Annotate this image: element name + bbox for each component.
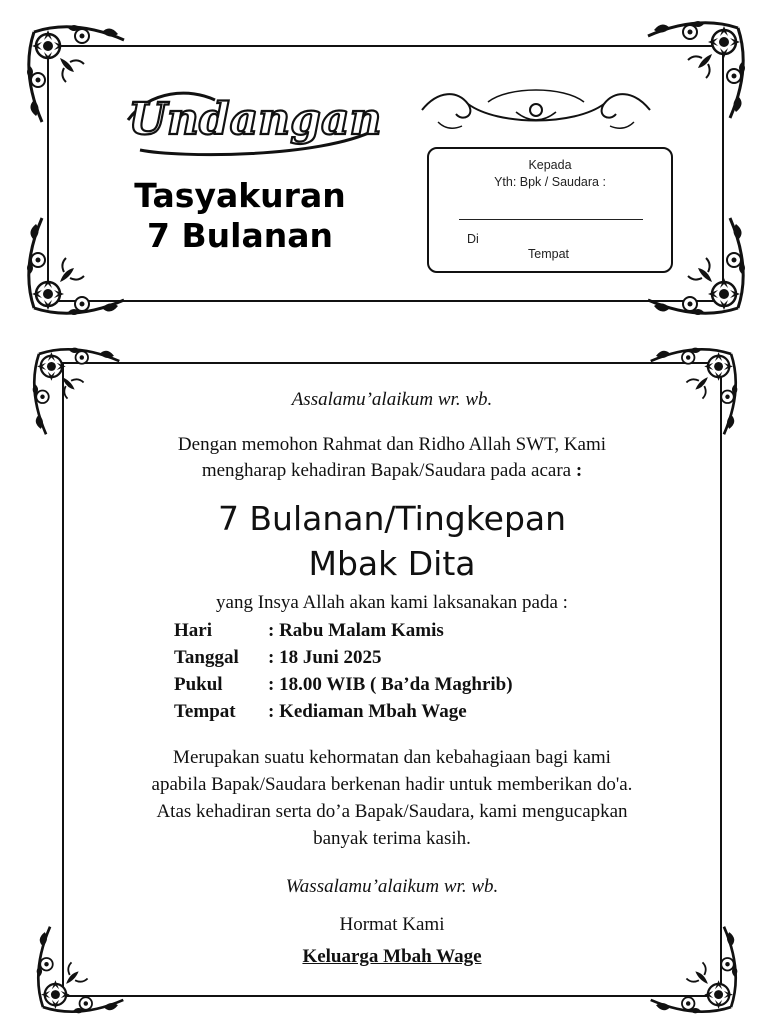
address-box [427,147,673,273]
title-line-1: Tasyakuran [134,176,346,215]
intro-paragraph [62,432,722,484]
intro-line-2 [62,458,722,484]
header-title [100,176,380,256]
family-signature [62,946,722,968]
address-place-label: Tempat [528,247,569,261]
farewell: Wassalamu’alaikum wr. wb. [285,876,499,897]
detail-label: Hari [174,620,212,641]
address-to-label: Kepada [528,158,572,172]
family-name-text: Keluarga Mbah Wage [302,946,482,967]
event-title [62,496,722,586]
closing-line-3: Atas kehadiran serta do’a Bapak/Saudara, kami mengucapkan [156,801,628,822]
closing-line-1: Merupakan suatu kehormatan dan kebahagiaan bagi kami [173,747,611,768]
regards: Hormat Kami [339,914,445,935]
closing-paragraph [62,744,722,852]
closing-line-4: banyak terima kasih. [313,828,471,849]
intro-line-2-text: mengharap kehadiran Bapak/Saudara pada acara [201,460,572,481]
logo-text: Undangan [128,94,382,145]
event-title-line-2: Mbak Dita [308,544,476,583]
schedule-intro: yang Insya Allah akan kami laksanakan pada : [216,592,568,613]
closing-line-2: apabila Bapak/Saudara berkenan hadir untuk memberikan do'a. [151,774,633,795]
detail-label: Tempat [174,701,236,722]
detail-label: Pukul [174,674,223,695]
detail-row [174,644,513,671]
detail-row [174,698,513,725]
address-recipient-label: Yth: Bpk / Saudara : [494,175,606,189]
detail-value: : 18 Juni 2025 [268,647,382,668]
detail-label: Tanggal [174,647,239,668]
event-details [174,617,513,725]
intro-colon: : [571,460,583,481]
detail-value: : Rabu Malam Kamis [268,620,444,641]
address-di-label: Di [467,232,479,246]
address-write-line [459,219,643,220]
scroll-ornament-icon [418,82,654,138]
detail-value: : 18.00 WIB ( Ba’da Maghrib) [268,674,513,695]
detail-row [174,671,513,698]
intro-line-1: Dengan memohon Rahmat dan Ridho Allah SWT, Kami [177,434,607,455]
undangan-logo [120,80,390,160]
title-line-2: 7 Bulanan [147,216,333,255]
detail-row [174,617,513,644]
greeting: Assalamu’alaikum wr. wb. [291,389,493,410]
event-title-line-1: 7 Bulanan/Tingkepan [217,499,567,538]
detail-value: : Kediaman Mbah Wage [268,701,467,722]
